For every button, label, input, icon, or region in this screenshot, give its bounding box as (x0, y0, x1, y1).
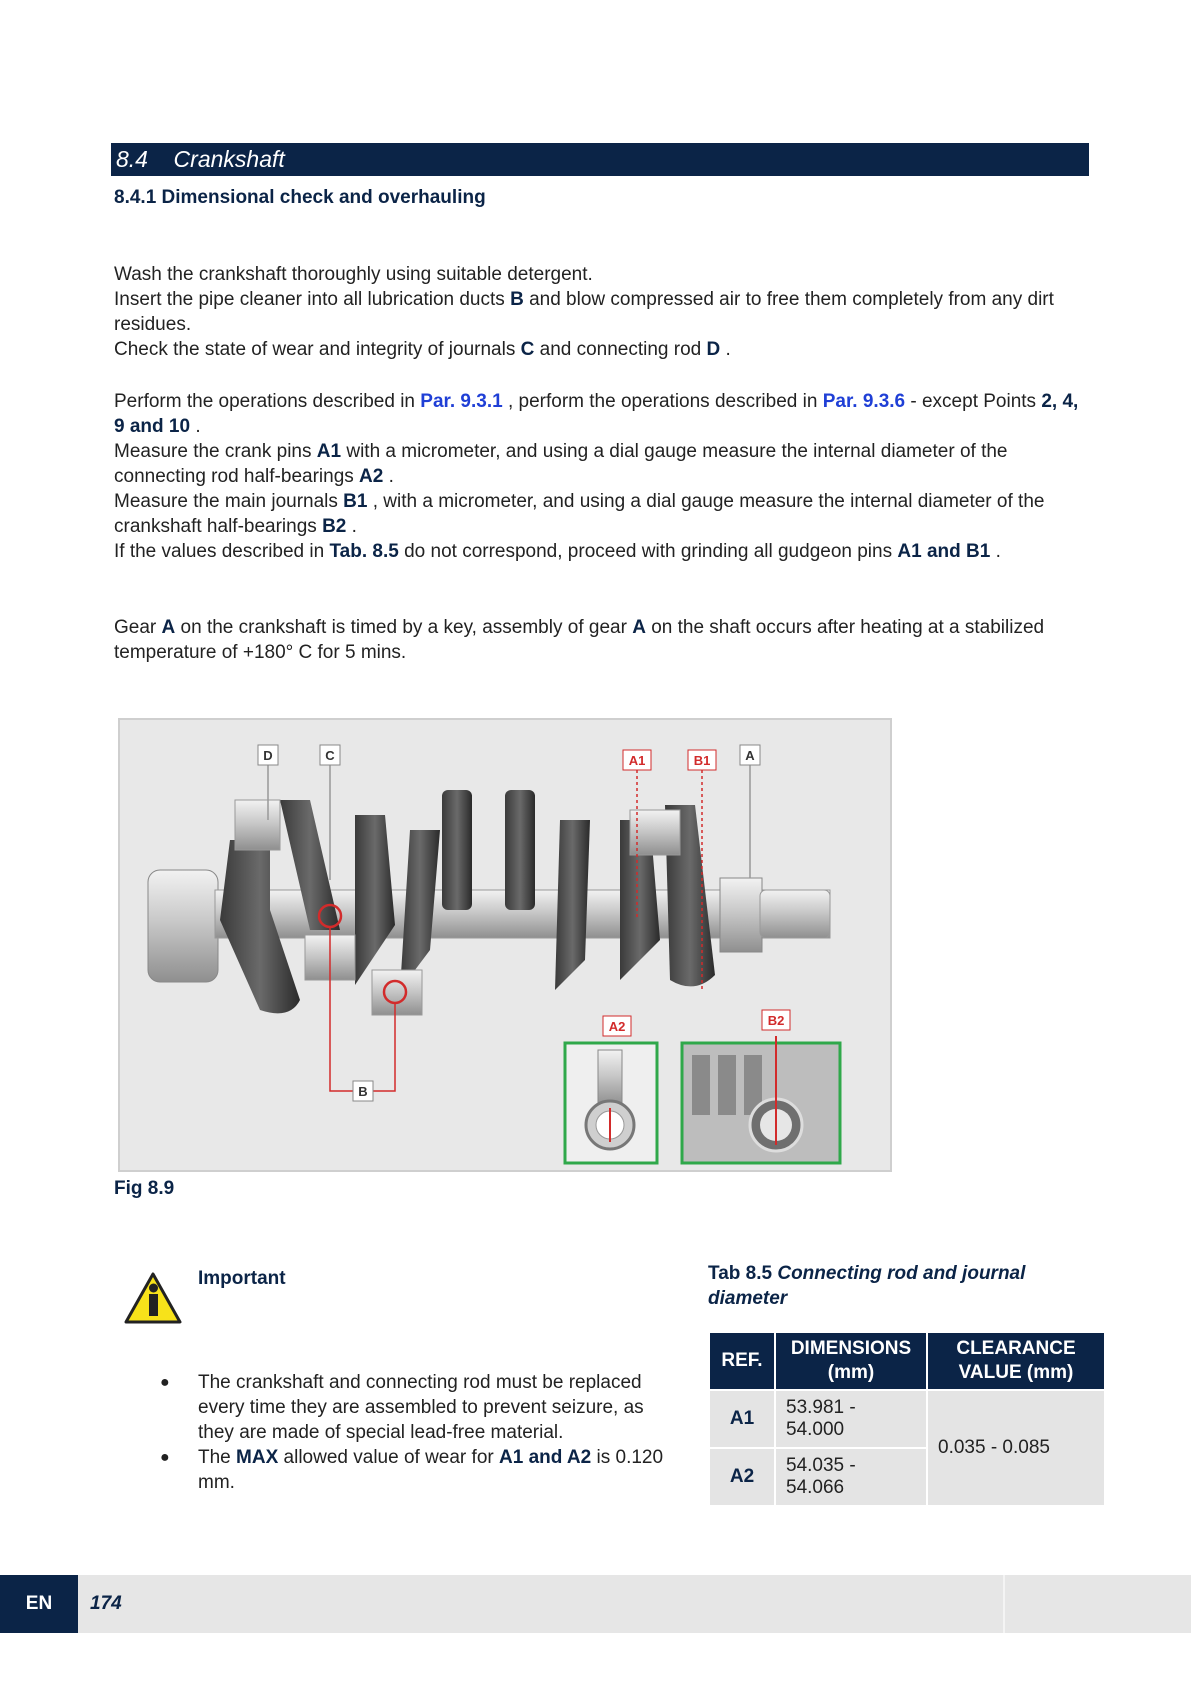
bullet-icon: ● (160, 1374, 170, 1391)
label-d: D (263, 748, 273, 763)
crankshaft-figure (118, 718, 892, 1172)
section-number: 8.4 (116, 146, 148, 172)
crankshaft-illustration (120, 720, 890, 1170)
text-line: Perform the operations described in Par. 9.3.1 , perform the operations described in Par. 9.3.6 - except Points 2, 4, 9 and 10 . (114, 391, 1079, 437)
text-line: Wash the crankshaft thoroughly using suitable detergent. (114, 264, 593, 285)
text-line: If the values described in Tab. 8.5 do not correspond, proceed with grinding all gudgeon pins A1 and B1 . (114, 541, 1001, 562)
label-b: B (358, 1084, 368, 1099)
header-clearance: CLEARANCE VALUE (mm) (928, 1333, 1104, 1389)
cell-ref: A1 (710, 1391, 774, 1447)
footer-divider (1003, 1575, 1005, 1633)
subsection-title: 8.4.1 Dimensional check and overhauling (114, 187, 486, 208)
text-line: Measure the crank pins A1 with a micrometer, and using a dial gauge measure the internal diameter of the connecting rod half-bearings A2 . (114, 441, 1008, 487)
paragraph-measure (114, 389, 1089, 564)
list-item: ● The MAX allowed value of wear for A1 and A2 is 0.120 mm. (160, 1447, 664, 1493)
cell-dimensions: 54.035 - 54.066 (776, 1449, 926, 1505)
language-badge: EN (0, 1575, 78, 1633)
page-number: 174 (90, 1593, 122, 1614)
label-b1: B1 (693, 753, 711, 768)
link-par-9-3-6[interactable]: Par. 9.3.6 (822, 391, 906, 412)
paragraph-wash (114, 262, 1089, 362)
text-line: Insert the pipe cleaner into all lubrication ducts B and blow compressed air to free them completely from any dirt residues. (114, 289, 1054, 335)
header-dimensions: DIMENSIONS (mm) (776, 1333, 926, 1389)
bullet-icon: ● (160, 1449, 170, 1466)
warning-info-icon (124, 1272, 182, 1324)
label-a2: A2 (608, 1019, 626, 1034)
label-c: C (325, 748, 335, 763)
text-line: Check the state of wear and integrity of journals C and connecting rod D . (114, 339, 731, 360)
paragraph-gear: Gear A on the crankshaft is timed by a key, assembly of gear A on the shaft occurs after heating at a stabilized temperature of +180° C for 5 mins. (114, 617, 1045, 663)
table-row (710, 1391, 1104, 1447)
page-footer (0, 1575, 1191, 1633)
link-par-9-3-1[interactable]: Par. 9.3.1 (420, 391, 503, 412)
list-item: ● The crankshaft and connecting rod must be replaced every time they are assembled to prevent seizure, as they are made of special lead-free material. (160, 1372, 644, 1443)
important-list (160, 1370, 680, 1495)
dimensions-table (708, 1331, 1106, 1507)
header-ref: REF. (710, 1333, 774, 1389)
section-title: Crankshaft (173, 146, 285, 172)
label-b2: B2 (767, 1013, 785, 1028)
cell-dimensions: 53.981 - 54.000 (776, 1391, 926, 1447)
table-caption: Tab 8.5 Connecting rod and journal diameter (708, 1263, 1026, 1309)
label-a: A (745, 748, 755, 763)
cell-clearance: 0.035 - 0.085 (928, 1391, 1104, 1505)
cell-ref: A2 (710, 1449, 774, 1505)
important-label: Important (198, 1268, 286, 1289)
text-line: Measure the main journals B1 , with a micrometer, and using a dial gauge measure the internal diameter of the crankshaft half-bearings B2 . (114, 491, 1045, 537)
figure-caption: Fig 8.9 (114, 1178, 175, 1199)
section-header (111, 143, 1089, 176)
label-a1: A1 (628, 753, 646, 768)
table-header-row (710, 1333, 1104, 1389)
